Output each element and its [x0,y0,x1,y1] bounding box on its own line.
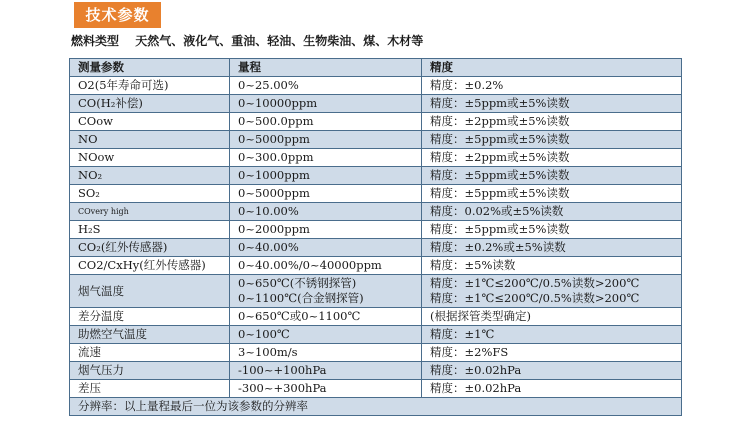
spec-table-row [70,131,682,149]
spec-table-row [70,203,682,221]
range-cell: 0~5000ppm [230,185,422,203]
fuel-types-line [71,32,423,49]
spec-table-row [70,77,682,95]
range-cell: -100~+100hPa [230,362,422,380]
spec-table-row [70,362,682,380]
header-accuracy: 精度 [422,59,682,77]
range-cell: 0~10000ppm [230,95,422,113]
accuracy-cell: 精度：±0.02hPa [422,362,682,380]
range-cell: 0~40.00% [230,239,422,257]
accuracy-cell: 精度：±5%读数 [422,257,682,275]
accuracy-cell: 精度：±2ppm或±5%读数 [422,149,682,167]
parameter-cell: 烟气温度 [70,275,230,308]
spec-table-row [70,239,682,257]
parameter-cell: 烟气压力 [70,362,230,380]
parameter-cell: NO [70,131,230,149]
range-cell: 0~650℃(不锈钢探管) 0~1100℃(合金钢探管) [230,275,422,308]
accuracy-cell: 精度：±5ppm或±5%读数 [422,221,682,239]
spec-table-row [70,113,682,131]
spec-table-row [70,221,682,239]
spec-table-row [70,380,682,398]
parameter-cell: 助燃空气温度 [70,326,230,344]
parameter-cell: H₂S [70,221,230,239]
spec-table-header-row [70,59,682,77]
range-cell: -300~+300hPa [230,380,422,398]
parameter-cell: O2(5年寿命可选) [70,77,230,95]
accuracy-cell: 精度：±5ppm或±5%读数 [422,131,682,149]
section-tag: 技术参数 [74,2,161,28]
accuracy-cell: 精度：±0.2%或±5%读数 [422,239,682,257]
range-cell: 0~5000ppm [230,131,422,149]
accuracy-cell: 精度：±0.2% [422,77,682,95]
parameter-cell: CO(H₂补偿) [70,95,230,113]
accuracy-cell: 精度：0.02%或±5%读数 [422,203,682,221]
parameter-cell: NO₂ [70,167,230,185]
resolution-note-row [70,398,682,416]
spec-table-row [70,149,682,167]
parameter-cell: 差压 [70,380,230,398]
parameter-cell: CO2/CxHy(红外传感器) [70,257,230,275]
parameter-cell: 差分温度 [70,308,230,326]
range-cell: 0~500.0ppm [230,113,422,131]
header-parameter: 测量参数 [70,59,230,77]
range-cell: 0~40.00%/0~40000ppm [230,257,422,275]
spec-table-row [70,326,682,344]
accuracy-cell: 精度：±2ppm或±5%读数 [422,113,682,131]
accuracy-cell: 精度：±5ppm或±5%读数 [422,185,682,203]
parameter-cell: SO₂ [70,185,230,203]
spec-table-row [70,308,682,326]
range-cell: 0~2000ppm [230,221,422,239]
accuracy-cell: (根据探管类型确定) [422,308,682,326]
accuracy-cell: 精度：±1℃ [422,326,682,344]
header-range: 量程 [230,59,422,77]
parameter-cell: COow [70,113,230,131]
spec-table [69,58,682,416]
fuel-types-label: 燃料类型 [71,34,120,48]
accuracy-cell: 精度：±1℃≤200℃/0.5%读数>200℃ 精度：±1℃≤200℃/0.5%读数>200℃ [422,275,682,308]
range-cell: 0~1000ppm [230,167,422,185]
range-cell: 3~100m/s [230,344,422,362]
range-cell: 0~300.0ppm [230,149,422,167]
spec-table-row [70,344,682,362]
accuracy-cell: 精度：±5ppm或±5%读数 [422,167,682,185]
parameter-cell: 流速 [70,344,230,362]
resolution-note: 分辨率：以上量程最后一位为该参数的分辨率 [70,398,682,416]
range-cell: 0~100℃ [230,326,422,344]
parameter-cell: CO₂(红外传感器) [70,239,230,257]
spec-table-row [70,185,682,203]
range-cell: 0~10.00% [230,203,422,221]
spec-table-row [70,167,682,185]
parameter-cell: COvery high [70,203,230,221]
range-cell: 0~650℃或0~1100℃ [230,308,422,326]
spec-table-row [70,95,682,113]
range-cell: 0~25.00% [230,77,422,95]
spec-table-row [70,257,682,275]
spec-table-row [70,275,682,308]
fuel-types-value: 天然气、液化气、重油、轻油、生物柴油、煤、木材等 [135,34,424,48]
accuracy-cell: 精度：±5ppm或±5%读数 [422,95,682,113]
accuracy-cell: 精度：±0.02hPa [422,380,682,398]
accuracy-cell: 精度：±2%FS [422,344,682,362]
parameter-cell: NOow [70,149,230,167]
